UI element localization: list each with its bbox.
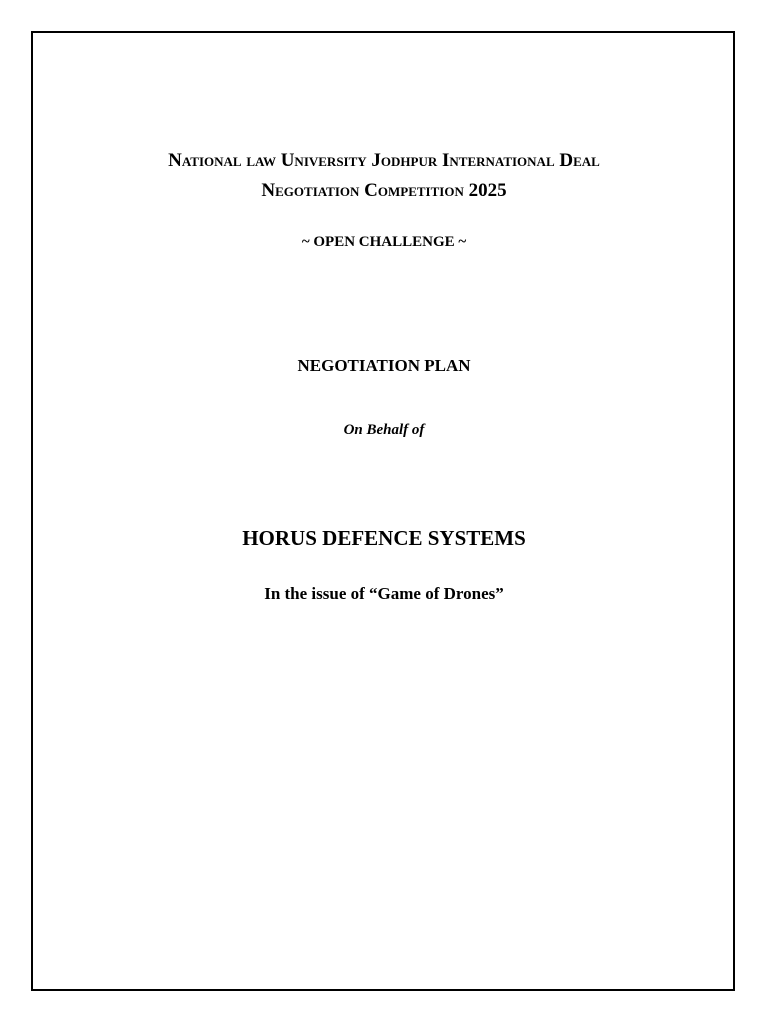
issue-line: In the issue of “Game of Drones” [264,584,504,603]
competition-title-line-2: Negotiation Competition 2025 [261,180,507,201]
round-subtitle: ~ OPEN CHALLENGE ~ [301,234,467,250]
competition-title-line-1: National law University Jodhpur International Deal [168,150,600,171]
party-name: HORUS DEFENCE SYSTEMS [242,526,526,550]
on-behalf-label: On Behalf of [343,422,425,438]
document-type-heading: NEGOTIATION PLAN [297,356,471,375]
competition-title [0,146,768,206]
